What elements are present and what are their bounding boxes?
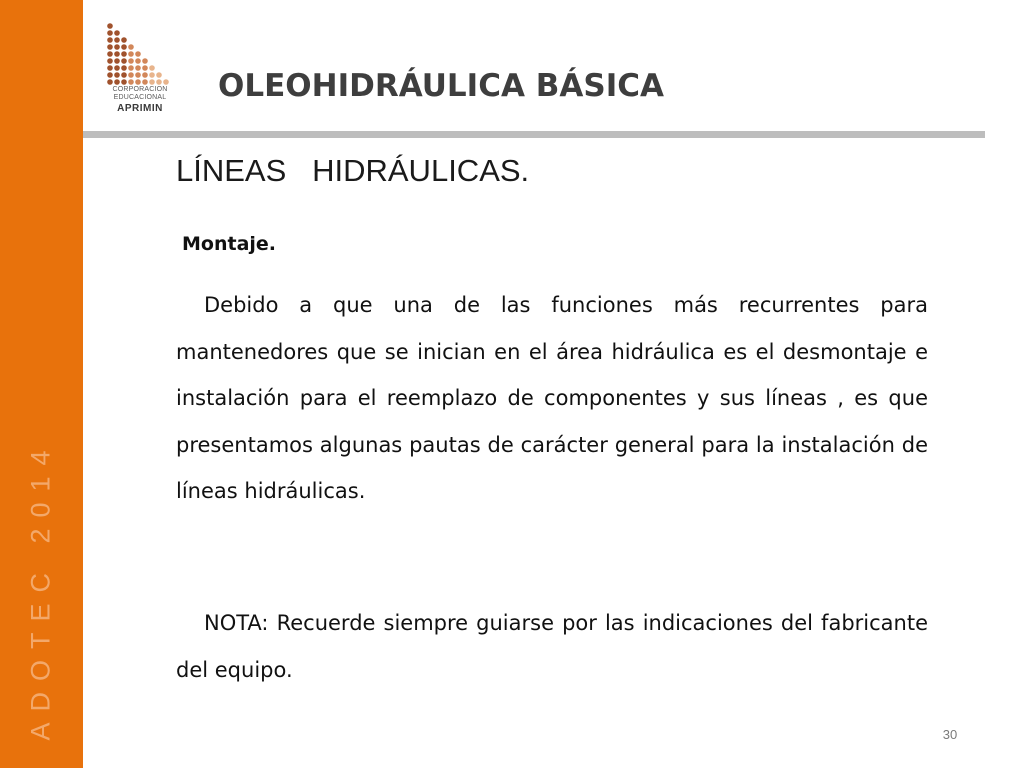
logo-dot — [114, 65, 120, 71]
logo-dot — [135, 58, 141, 64]
logo-dot — [114, 30, 120, 36]
logo-dot — [107, 58, 113, 64]
sidebar-vertical-text: ADOTEC 2014 — [25, 439, 56, 741]
page-title: OLEOHIDRÁULICA BÁSICA — [218, 68, 664, 104]
logo-dot — [114, 51, 120, 57]
logo-dot — [121, 65, 127, 71]
logo-dot — [107, 23, 113, 29]
logo-dot — [128, 79, 134, 85]
logo-dot — [142, 79, 148, 85]
logo-text — [104, 86, 176, 115]
logo-dot — [163, 79, 169, 85]
logo-dot — [135, 79, 141, 85]
logo-dot — [149, 65, 155, 71]
logo-line-corporacion: CORPORACION — [112, 86, 168, 93]
body-paragraph-1: Debido a que una de las funciones más recurrentes para mantenedores que se inician en el área hidráulica es el desmontaje e instalación para el reemplazo de componentes y sus líneas , es que presentamos algunas pautas de carácter general para la instalación de líneas hidráulicas. — [176, 293, 928, 503]
logo-dot — [121, 79, 127, 85]
header-divider — [83, 131, 985, 138]
logo-dot — [121, 51, 127, 57]
logo-dot — [114, 58, 120, 64]
section-heading: Montaje. — [182, 233, 277, 255]
logo-dot — [114, 37, 120, 43]
logo-dot — [121, 72, 127, 78]
logo-dot — [128, 65, 134, 71]
logo-dot — [107, 37, 113, 43]
logo-dot — [107, 51, 113, 57]
logo-dot — [107, 44, 113, 50]
logo-dot — [107, 30, 113, 36]
logo-dot — [128, 72, 134, 78]
logo-dot — [114, 79, 120, 85]
page-number: 30 — [942, 727, 958, 742]
logo-dot — [128, 51, 134, 57]
logo-dot — [142, 58, 148, 64]
logo-dot — [142, 72, 148, 78]
logo-dot — [121, 37, 127, 43]
logo-dot — [128, 58, 134, 64]
logo-dot — [107, 79, 113, 85]
body-paragraph-note: NOTA: Recuerde siempre guiarse por las indicaciones del fabricante del equipo. — [176, 611, 928, 682]
logo-dot — [107, 65, 113, 71]
logo-dot — [135, 51, 141, 57]
logo-dot — [114, 44, 120, 50]
logo-dot — [156, 79, 162, 85]
logo-dot — [128, 44, 134, 50]
logo-dot — [149, 79, 155, 85]
logo-line-educacional: EDUCACIONAL — [113, 94, 167, 101]
logo-dot — [156, 72, 162, 78]
logo-dot — [114, 72, 120, 78]
logo-dot — [142, 65, 148, 71]
logo-dot — [135, 72, 141, 78]
slide-subtitle: LÍNEAS HIDRÁULICAS. — [176, 153, 530, 188]
logo-dot — [121, 58, 127, 64]
orange-sidebar — [0, 0, 83, 768]
logo-dot — [121, 44, 127, 50]
logo-dot — [135, 65, 141, 71]
logo-dot — [107, 72, 113, 78]
logo-dot — [149, 72, 155, 78]
logo-line-aprimin: APRIMIN — [117, 103, 163, 114]
